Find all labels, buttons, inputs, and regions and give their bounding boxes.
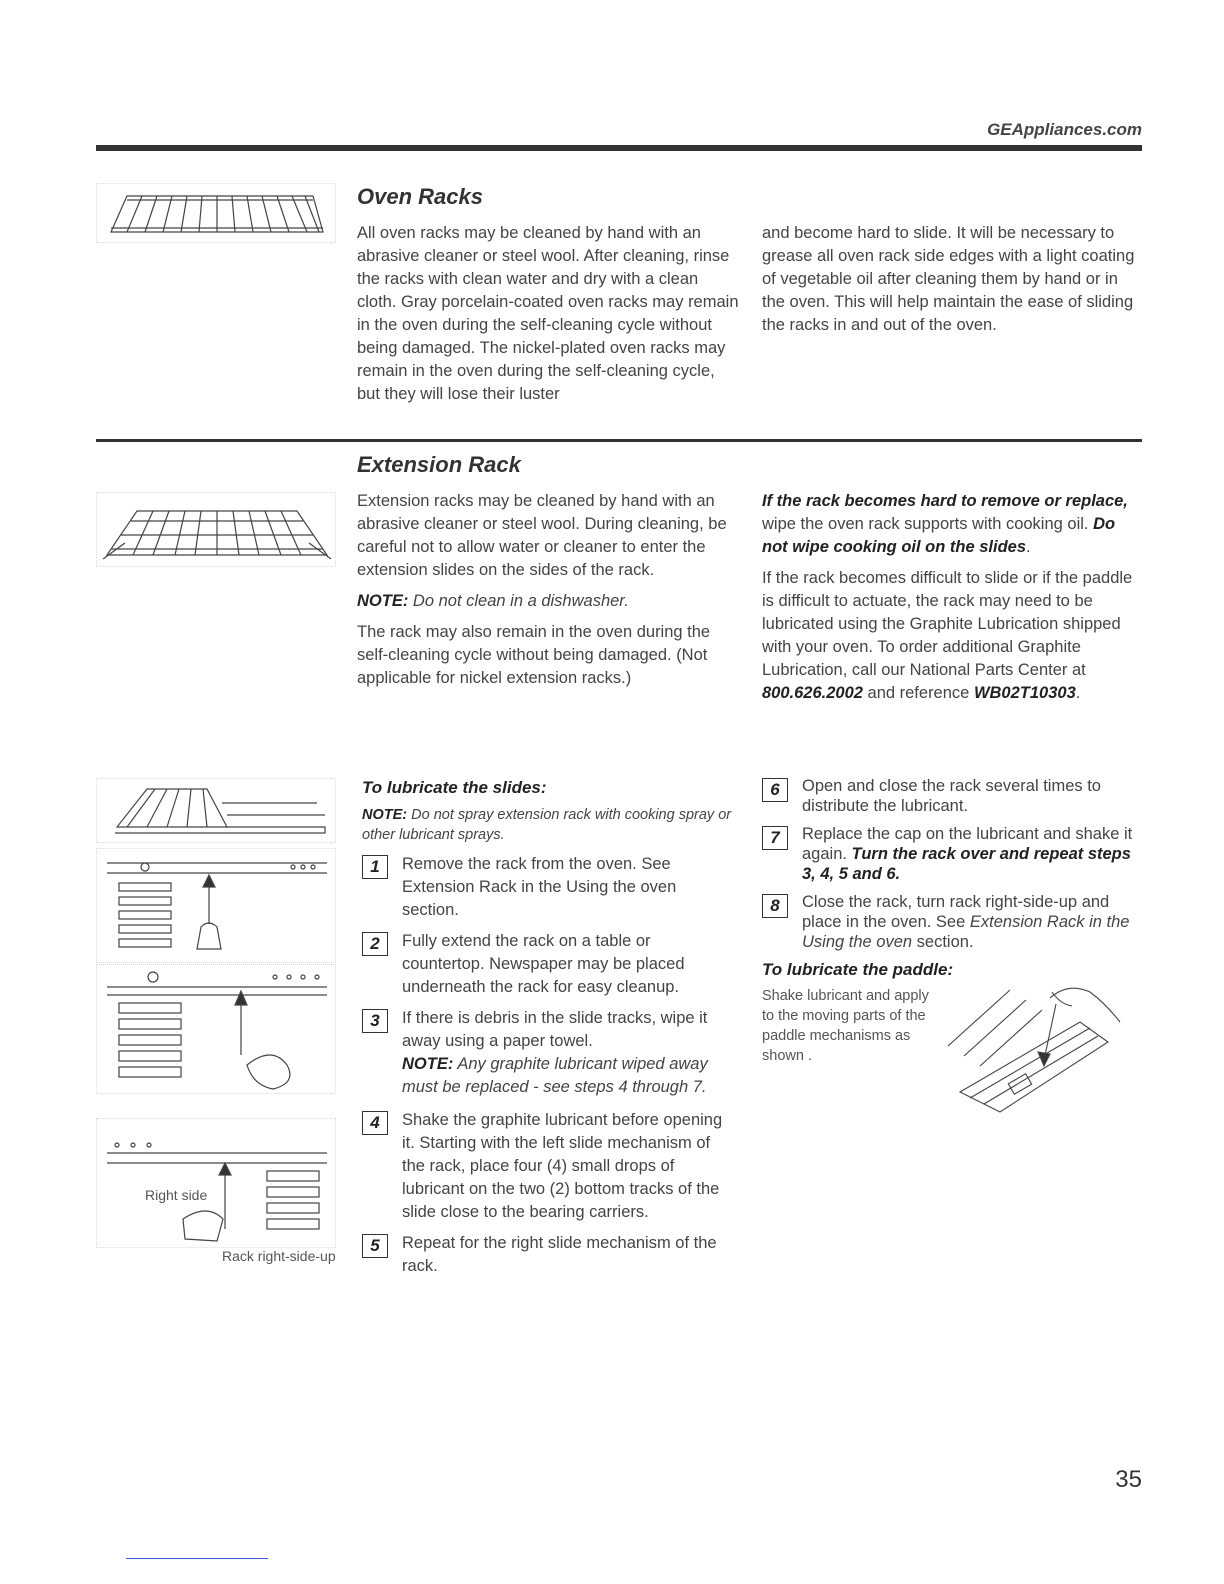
section-divider	[96, 439, 1142, 442]
step-number-badge: 5	[362, 1234, 388, 1258]
step-5: 5 Repeat for the right slide mechanism of the rack.	[362, 1232, 732, 1278]
step-number-badge: 2	[362, 932, 388, 956]
extension-rack-illustration	[96, 492, 336, 567]
page-number: 35	[1115, 1466, 1142, 1493]
oven-racks-col2: and become hard to slide. It will be necessary to grease all oven rack side edges with a light coating of vegetable oil after cleaning them by hand or in the oven. This will help maintain the ease of sliding the racks in and out of the oven.	[762, 224, 1135, 334]
footer-rule	[126, 1558, 268, 1559]
extension-rack-title: Extension Rack	[357, 452, 521, 477]
extension-rack-p2: The rack may also remain in the oven during the self-cleaning cycle without being damaged. (Not applicable for nickel extension racks.)	[357, 623, 711, 687]
lubricate-paddle-text: Shake lubricant and apply to the moving parts of the paddle mechanisms as shown .	[762, 988, 929, 1064]
lubricate-slides-title: To lubricate the slides:	[362, 778, 547, 797]
right-side-label: Right side	[145, 1187, 208, 1203]
oven-rack-illustration	[96, 183, 336, 243]
header-rule	[96, 145, 1142, 151]
slide-bottom-tracks-illustration	[96, 964, 336, 1094]
paddle-mechanism-icon	[940, 982, 1130, 1122]
extension-rack-right	[762, 490, 1142, 713]
step-number-badge: 1	[362, 855, 388, 879]
right-side-illustration	[96, 1118, 336, 1248]
lubricate-paddle-title: To lubricate the paddle:	[762, 960, 954, 979]
difficult-to-slide-text: If the rack becomes difficult to slide or if the paddle is difficult to actuate, the rack may need to be lubricated using the Graphite Lubrication shipped with your oven. To order additional Graphite Lubrication, call our National Parts Center at 800.626.2002 and reference WB02T10303.	[762, 569, 1133, 702]
step-number-badge: 3	[362, 1009, 388, 1033]
site-url: GEAppliances.com	[987, 120, 1142, 139]
step-1: 1 Remove the rack from the oven. See Extension Rack in the Using the oven section.	[362, 853, 732, 922]
oven-rack-icon	[97, 184, 337, 244]
step-4: 4 Shake the graphite lubricant before opening it. Starting with the left slide mechanism of the rack, place four (4) small drops of lubricant on the two (2) bottom tracks of the slide close to the bearing carriers.	[362, 1109, 732, 1224]
hard-to-remove-text: If the rack becomes hard to remove or replace, wipe the oven rack supports with cooking oil. Do not wipe cooking oil on the slides.	[762, 492, 1128, 556]
rack-extended-icon	[97, 779, 337, 844]
part-number: WB02T10303	[973, 684, 1076, 702]
right-side-slide-icon	[97, 1119, 337, 1249]
oven-racks-title: Oven Racks	[357, 184, 483, 209]
lubricant-drop-icon	[97, 965, 337, 1095]
paddle-lubricate-illustration	[940, 982, 1130, 1122]
rack-extended-illustration	[96, 778, 336, 843]
parts-phone: 800.626.2002	[762, 684, 863, 702]
step-2: 2 Fully extend the rack on a table or countertop. Newspaper may be placed underneath the rack for easy cleanup.	[362, 930, 732, 999]
step-number-badge: 6	[762, 778, 788, 802]
extension-rack-icon	[97, 493, 337, 568]
rack-right-side-up-caption: Rack right-side-up	[222, 1248, 336, 1264]
extension-rack-p1: Extension racks may be cleaned by hand with an abrasive cleaner or steel wool. During cleaning, be careful not to allow water or cleaner to enter the extension slides on the sides of the rack.	[357, 492, 727, 579]
step-3: 3 If there is debris in the slide tracks, wipe it away using a paper towel. NOTE: Any graphite lubricant wiped away must be replaced - see steps 4 through 7.	[362, 1007, 732, 1099]
extension-rack-left	[357, 490, 737, 698]
oven-racks-col1: All oven racks may be cleaned by hand with an abrasive cleaner or steel wool. After cleaning, rinse the racks with clean water and dry with a clean cloth. Gray porcelain-coated oven racks may remain in the oven during the self-cleaning cycle without being damaged. The nickel-plated oven racks may remain in the oven during the self-cleaning cycle, but they will lose their luster	[357, 224, 739, 403]
step-number-badge: 8	[762, 894, 788, 918]
step-number-badge: 4	[362, 1111, 388, 1135]
lubricant-bottle-icon	[97, 849, 337, 964]
step-6: 6 Open and close the rack several times to distribute the lubricant.	[762, 776, 1142, 816]
lubricate-slides-column	[362, 776, 732, 1286]
left-slide-lubricate-illustration	[96, 848, 336, 963]
step-number-badge: 7	[762, 826, 788, 850]
step-7: 7 Replace the cap on the lubricant and shake it again. Turn the rack over and repeat steps 3, 4, 5 and 6.	[762, 824, 1142, 884]
extension-rack-note: NOTE: Do not clean in a dishwasher.	[357, 592, 629, 610]
step-8: 8 Close the rack, turn rack right-side-up and place in the oven. See Extension Rack in the Using the oven section.	[762, 892, 1142, 952]
lubricate-slides-note: NOTE: Do not spray extension rack with cooking spray or other lubricant sprays.	[362, 807, 732, 843]
